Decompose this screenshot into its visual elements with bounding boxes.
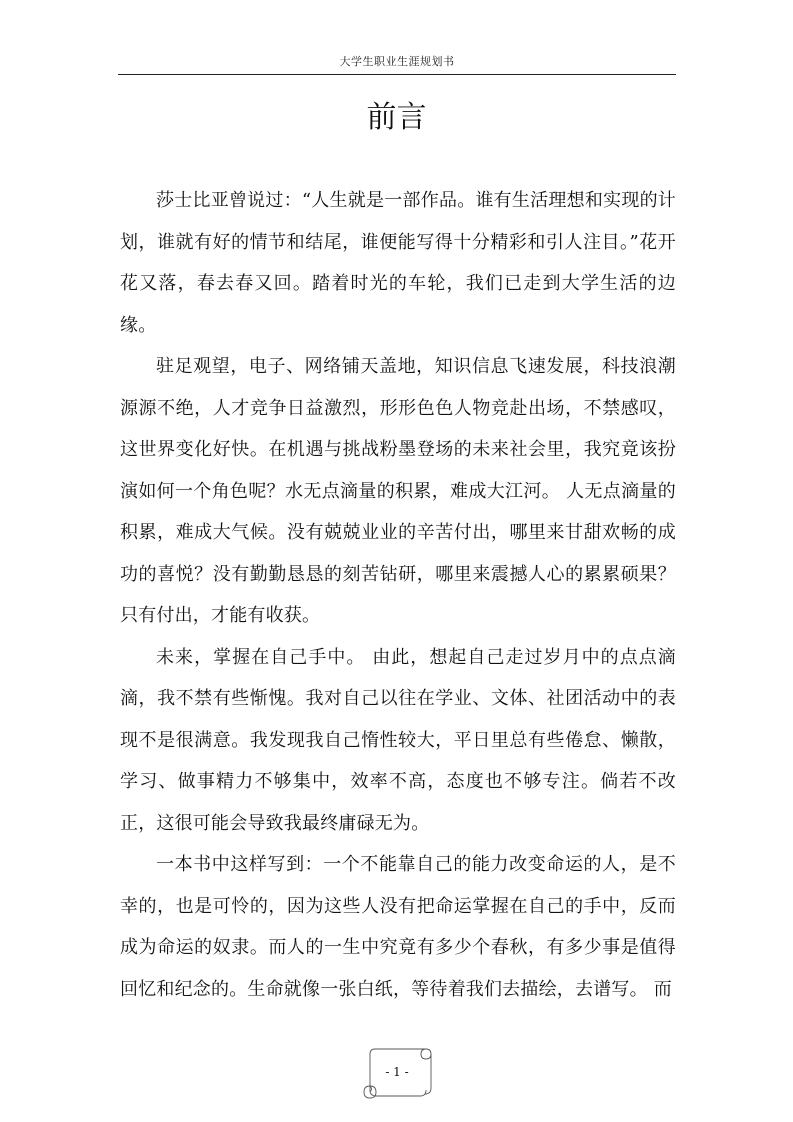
paragraph: 驻足观望，电子、网络铺天盖地，知识信息飞速发展，科技浪潮源源不绝，人才竞争日益激烈，形形色色人物竞赴出场，不禁感叹，这世界变化好快。在机遇与挑战粉墨登场的未来社会里，我究竟该扮演如何一个角色呢？水无点滴量的积累，难成大江河。 人无点滴量的积累，难成大气候。没有兢兢业业的辛苦付出，哪里来甘甜欢畅的成功的喜悦？没有勤勤恳恳的刻苦钻研，哪里来震撼人心的累累硕果？只有付出，才能有收获。 (120, 356, 676, 626)
running-header: 大学生职业生涯规划书 (118, 52, 676, 75)
paragraph: 未来，掌握在自己手中。 由此，想起自己走过岁月中的点点滴滴，我不禁有些惭愧。我对自己以往在学业、文体、社团活动中的表现不是很满意。我发现我自己惰性较大，平日里总有些倦怠、懒散，学习、做事精力不够集中，效率不高，态度也不够专注。倘若不改正，这很可能会导致我最终庸碌无为。 (120, 646, 676, 834)
paragraph: 莎士比亚曾说过：“人生就是一部作品。谁有生活理想和实现的计划，谁就有好的情节和结尾，谁便能写得十分精彩和引人注目。”花开花又落，春去春又回。踏着时光的车轮，我们已走到大学生活的边缘。 (120, 190, 676, 336)
paragraph: 一本书中这样写到：一个不能靠自己的能力改变命运的人，是不幸的，也是可怜的，因为这些人没有把命运掌握在自己的手中，反而成为命运的奴隶。而人的一生中究竟有多少个春秋，有多少事是值得回忆和纪念的。生命就像一张白纸，等待着我们去描绘，去谱写。 而 (120, 854, 676, 1000)
body-text (120, 180, 676, 1010)
page-footer (360, 1046, 434, 1100)
page-title: 前言 (366, 100, 427, 135)
page-number: - 1 - (385, 1065, 409, 1079)
